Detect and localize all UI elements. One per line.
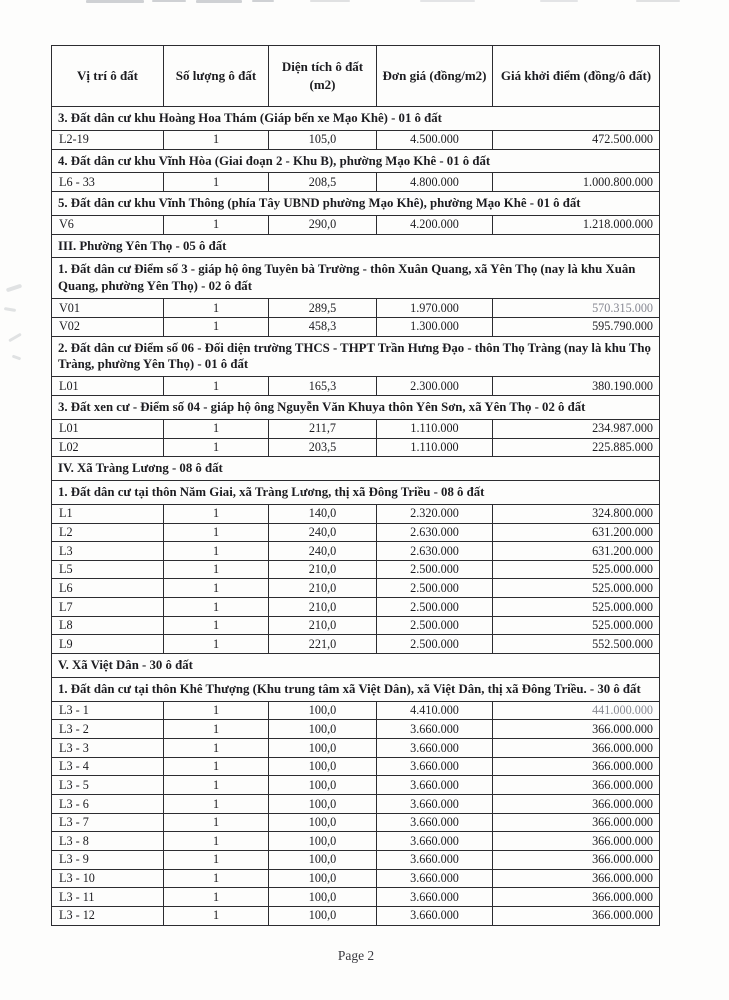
plot-id: L6: [52, 579, 164, 598]
plot-id: L3 - 3: [52, 739, 164, 758]
table-row: [52, 906, 660, 925]
area: 100,0: [269, 739, 377, 758]
quantity: 1: [164, 173, 269, 192]
section-title: 5. Đất dân cư khu Vĩnh Thông (phía Tây UBND phường Mạo Khê), phường Mạo Khê - 01 ô đất: [52, 192, 660, 216]
table-row: [52, 598, 660, 617]
starting-price: 366.000.000: [493, 906, 660, 925]
section-row: [52, 395, 660, 419]
area: 210,0: [269, 598, 377, 617]
starting-price: 234.987.000: [493, 419, 660, 438]
starting-price: 552.500.000: [493, 635, 660, 654]
unit-price: 1.300.000: [377, 317, 493, 336]
unit-price: 3.660.000: [377, 776, 493, 795]
unit-price: 4.800.000: [377, 173, 493, 192]
quantity: 1: [164, 419, 269, 438]
unit-price: 3.660.000: [377, 906, 493, 925]
starting-price: 366.000.000: [493, 888, 660, 907]
starting-price: 366.000.000: [493, 757, 660, 776]
area: 100,0: [269, 832, 377, 851]
section-title: III. Phường Yên Thọ - 05 ô đất: [52, 234, 660, 258]
unit-price: 3.660.000: [377, 795, 493, 814]
plot-id: V02: [52, 317, 164, 336]
table-row: [52, 720, 660, 739]
table-row: [52, 795, 660, 814]
quantity: 1: [164, 616, 269, 635]
starting-price: 570.315.000: [493, 299, 660, 318]
section-row: [52, 481, 660, 505]
starting-price: 366.000.000: [493, 832, 660, 851]
table-row: [52, 173, 660, 192]
unit-price: 2.630.000: [377, 523, 493, 542]
area: 100,0: [269, 850, 377, 869]
quantity: 1: [164, 795, 269, 814]
scan-artifact: [152, 0, 186, 2]
scan-artifact: [86, 0, 144, 3]
table-row: [52, 560, 660, 579]
table-row: [52, 832, 660, 851]
unit-price: 4.410.000: [377, 701, 493, 720]
plot-id: L7: [52, 598, 164, 617]
section-title: V. Xã Việt Dân - 30 ô đất: [52, 654, 660, 678]
plot-id: L3 - 7: [52, 813, 164, 832]
section-title: 3. Đất dân cư khu Hoàng Hoa Thám (Giáp bến xe Mạo Khê) - 01 ô đất: [52, 107, 660, 131]
section-title: 1. Đất dân cư tại thôn Năm Giai, xã Tràng Lương, thị xã Đông Triều - 08 ô đất: [52, 481, 660, 505]
starting-price: 525.000.000: [493, 579, 660, 598]
unit-price: 3.660.000: [377, 850, 493, 869]
table-row: [52, 701, 660, 720]
unit-price: 4.200.000: [377, 215, 493, 234]
quantity: 1: [164, 832, 269, 851]
scan-artifact: [636, 0, 680, 2]
plot-id: L3 - 11: [52, 888, 164, 907]
unit-price: 3.660.000: [377, 832, 493, 851]
table-row: [52, 813, 660, 832]
area: 208,5: [269, 173, 377, 192]
area: 100,0: [269, 720, 377, 739]
page-footer: Page 2: [337, 948, 375, 963]
area: 100,0: [269, 869, 377, 888]
plot-id: L3 - 2: [52, 720, 164, 739]
quantity: 1: [164, 776, 269, 795]
quantity: 1: [164, 130, 269, 149]
scan-artifact: [8, 333, 22, 343]
section-title: 2. Đất dân cư Điểm số 06 - Đối diện trường THCS - THPT Trần Hưng Đạo - thôn Thọ Tràng (nay là khu Thọ Tràng, phường Yên Thọ) - 01 ô đất: [52, 336, 660, 377]
plot-id: L2-19: [52, 130, 164, 149]
area: 100,0: [269, 757, 377, 776]
area: 240,0: [269, 523, 377, 542]
plot-id: L02: [52, 438, 164, 457]
scan-artifact: [540, 0, 578, 2]
section-row: [52, 192, 660, 216]
table-row: [52, 888, 660, 907]
plot-id: L1: [52, 504, 164, 523]
starting-price: 1.218.000.000: [493, 215, 660, 234]
unit-price: 2.500.000: [377, 560, 493, 579]
plot-id: L3 - 1: [52, 701, 164, 720]
area: 290,0: [269, 215, 377, 234]
scan-artifact: [4, 307, 16, 312]
quantity: 1: [164, 813, 269, 832]
unit-price: 3.660.000: [377, 813, 493, 832]
starting-price: 324.800.000: [493, 504, 660, 523]
area: 100,0: [269, 813, 377, 832]
area: 240,0: [269, 542, 377, 561]
column-header-starting-price: Giá khởi điểm (đồng/ô đất): [493, 46, 660, 107]
table-row: [52, 504, 660, 523]
starting-price: 1.000.800.000: [493, 173, 660, 192]
quantity: 1: [164, 377, 269, 396]
table-row: [52, 215, 660, 234]
table-row: [52, 438, 660, 457]
starting-price: 366.000.000: [493, 739, 660, 758]
plot-id: L3: [52, 542, 164, 561]
quantity: 1: [164, 906, 269, 925]
area: 203,5: [269, 438, 377, 457]
table-header: [52, 46, 660, 107]
land-price-table: [51, 45, 660, 926]
section-title: 4. Đất dân cư khu Vĩnh Hòa (Giai đoạn 2 - Khu B), phường Mạo Khê - 01 ô đất: [52, 149, 660, 173]
area: 221,0: [269, 635, 377, 654]
quantity: 1: [164, 757, 269, 776]
plot-id: V6: [52, 215, 164, 234]
table-row: [52, 579, 660, 598]
table-row: [52, 635, 660, 654]
table-row: [52, 377, 660, 396]
starting-price: 366.000.000: [493, 850, 660, 869]
quantity: 1: [164, 438, 269, 457]
unit-price: 1.110.000: [377, 419, 493, 438]
starting-price: 380.190.000: [493, 377, 660, 396]
plot-id: L2: [52, 523, 164, 542]
plot-id: V01: [52, 299, 164, 318]
unit-price: 2.500.000: [377, 598, 493, 617]
plot-id: L8: [52, 616, 164, 635]
section-title: 1. Đất dân cư tại thôn Khê Thượng (Khu trung tâm xã Việt Dân), xã Việt Dân, thị xã Đông Triều. - 30 ô đất: [52, 677, 660, 701]
column-header-area: Diện tích ô đất (m2): [269, 46, 377, 107]
price-table-body: [52, 107, 660, 926]
quantity: 1: [164, 215, 269, 234]
scan-artifact: [420, 0, 475, 2]
header-row: [52, 46, 660, 107]
plot-id: L01: [52, 377, 164, 396]
table-row: [52, 757, 660, 776]
quantity: 1: [164, 701, 269, 720]
unit-price: 2.500.000: [377, 616, 493, 635]
section-row: [52, 677, 660, 701]
unit-price: 4.500.000: [377, 130, 493, 149]
unit-price: 2.500.000: [377, 579, 493, 598]
unit-price: 2.320.000: [377, 504, 493, 523]
plot-id: L3 - 8: [52, 832, 164, 851]
section-title: IV. Xã Tràng Lương - 08 ô đất: [52, 457, 660, 481]
scan-artifact: [6, 284, 22, 293]
area: 165,3: [269, 377, 377, 396]
starting-price: 595.790.000: [493, 317, 660, 336]
plot-id: L9: [52, 635, 164, 654]
starting-price: 225.885.000: [493, 438, 660, 457]
area: 210,0: [269, 579, 377, 598]
quantity: 1: [164, 869, 269, 888]
area: 100,0: [269, 888, 377, 907]
column-header-unit-price: Đơn giá (đồng/m2): [377, 46, 493, 107]
table-row: [52, 739, 660, 758]
quantity: 1: [164, 888, 269, 907]
quantity: 1: [164, 850, 269, 869]
area: 211,7: [269, 419, 377, 438]
unit-price: 2.630.000: [377, 542, 493, 561]
area: 100,0: [269, 906, 377, 925]
table-row: [52, 317, 660, 336]
quantity: 1: [164, 542, 269, 561]
plot-id: L3 - 12: [52, 906, 164, 925]
section-row: [52, 457, 660, 481]
column-header-plot-id: Vị trí ô đất: [52, 46, 164, 107]
table-row: [52, 616, 660, 635]
area: 100,0: [269, 776, 377, 795]
starting-price: 366.000.000: [493, 813, 660, 832]
starting-price: 525.000.000: [493, 598, 660, 617]
quantity: 1: [164, 635, 269, 654]
unit-price: 3.660.000: [377, 739, 493, 758]
quantity: 1: [164, 299, 269, 318]
quantity: 1: [164, 523, 269, 542]
scan-artifact: [310, 0, 350, 2]
unit-price: 1.110.000: [377, 438, 493, 457]
table-row: [52, 299, 660, 318]
table-row: [52, 419, 660, 438]
starting-price: 441.000.000: [493, 701, 660, 720]
area: 100,0: [269, 795, 377, 814]
plot-id: L3 - 10: [52, 869, 164, 888]
section-row: [52, 258, 660, 299]
table-row: [52, 869, 660, 888]
scan-artifact: [252, 0, 274, 2]
starting-price: 525.000.000: [493, 616, 660, 635]
starting-price: 366.000.000: [493, 869, 660, 888]
starting-price: 366.000.000: [493, 776, 660, 795]
starting-price: 366.000.000: [493, 795, 660, 814]
section-title: 1. Đất dân cư Điểm số 3 - giáp hộ ông Tuyên bà Trường - thôn Xuân Quang, xã Yên Thọ (nay là khu Xuân Quang, phường Yên Thọ) - 02 ô đất: [52, 258, 660, 299]
starting-price: 366.000.000: [493, 720, 660, 739]
column-header-quantity: Số lượng ô đất: [164, 46, 269, 107]
area: 100,0: [269, 701, 377, 720]
unit-price: 3.660.000: [377, 888, 493, 907]
starting-price: 472.500.000: [493, 130, 660, 149]
scan-artifact: [12, 355, 21, 361]
section-title: 3. Đất xen cư - Điểm số 04 - giáp hộ ông Nguyễn Văn Khuya thôn Yên Sơn, xã Yên Thọ - 02 ô đất: [52, 395, 660, 419]
area: 210,0: [269, 616, 377, 635]
table-row: [52, 523, 660, 542]
unit-price: 3.660.000: [377, 869, 493, 888]
scan-artifact: [196, 0, 242, 3]
starting-price: 631.200.000: [493, 542, 660, 561]
area: 105,0: [269, 130, 377, 149]
plot-id: L3 - 9: [52, 850, 164, 869]
quantity: 1: [164, 560, 269, 579]
unit-price: 3.660.000: [377, 720, 493, 739]
quantity: 1: [164, 598, 269, 617]
starting-price: 525.000.000: [493, 560, 660, 579]
section-row: [52, 234, 660, 258]
unit-price: 3.660.000: [377, 757, 493, 776]
area: 289,5: [269, 299, 377, 318]
quantity: 1: [164, 317, 269, 336]
section-row: [52, 107, 660, 131]
section-row: [52, 336, 660, 377]
quantity: 1: [164, 739, 269, 758]
table-row: [52, 776, 660, 795]
plot-id: L3 - 4: [52, 757, 164, 776]
plot-id: L6 - 33: [52, 173, 164, 192]
plot-id: L3 - 5: [52, 776, 164, 795]
unit-price: 1.970.000: [377, 299, 493, 318]
table-row: [52, 130, 660, 149]
table-row: [52, 850, 660, 869]
unit-price: 2.500.000: [377, 635, 493, 654]
starting-price: 631.200.000: [493, 523, 660, 542]
quantity: 1: [164, 504, 269, 523]
plot-id: L3 - 6: [52, 795, 164, 814]
area: 458,3: [269, 317, 377, 336]
area: 210,0: [269, 560, 377, 579]
quantity: 1: [164, 579, 269, 598]
area: 140,0: [269, 504, 377, 523]
unit-price: 2.300.000: [377, 377, 493, 396]
section-row: [52, 149, 660, 173]
section-row: [52, 654, 660, 678]
plot-id: L01: [52, 419, 164, 438]
quantity: 1: [164, 720, 269, 739]
plot-id: L5: [52, 560, 164, 579]
table-row: [52, 542, 660, 561]
